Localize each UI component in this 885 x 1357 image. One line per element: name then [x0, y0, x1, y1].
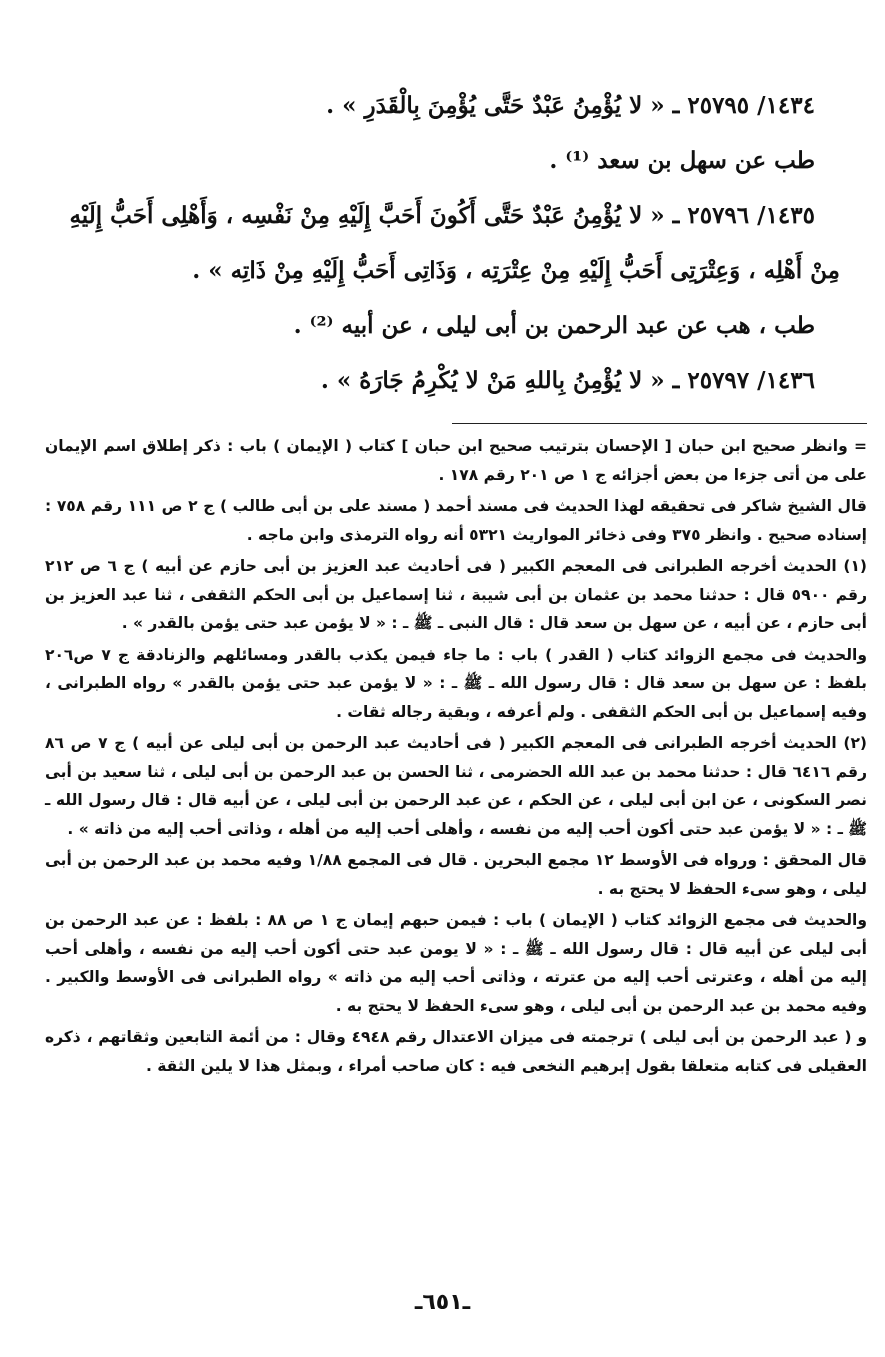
footnote-1-majma: والحديث فى مجمع الزوائد كتاب ( القدر ) باب : ما جاء فيمن يكذب بالقدر ومسائلهم والزنادقة ج ٧ ص٢٠٦ بلفظ : عن سهل بن سعد قال : قال رسول الله ـ ﷺ ـ : « لا يؤمن عبد حتى يؤمن بالقدر » رواه الطبرانى ، وفيه إسماعيل بن أبى الحكم الثقفى . ولم أعرفه ، وبقية رجاله ثقات . — [45, 645, 867, 721]
footnote-2-muhaqqiq: قال المحقق : ورواه فى الأوسط ١٢ مجمع البحرين . قال فى المجمع ١/٨٨ وفيه محمد بن عبد الرحمن بن أبى ليلى ، وهو سىء الحفظ لا يحتج به . — [45, 851, 868, 898]
footnote-shakir: قال الشيخ شاكر فى تحقيقه لهذا الحديث فى مسند أحمد ( مسند على بن أبى طالب ) ج ٢ ص ١١١ رقم ٧٥٨ : إسناده صحيح . وانظر ٣٧٥ وفى ذخائر المواريث ٥٣٢١ أنه رواه الترمذى وابن ماجه . — [45, 497, 867, 544]
footnote-continued: = وانظر صحيح ابن حبان [ الإحسان بترتيب صحيح ابن حبان ] كتاب ( الإيمان ) باب : ذكر إطلاق اسم الإيمان على من أتى جزءا من بعض أجزائه ج ١ ص ٢٠١ رقم ١٧٨ . — [45, 437, 867, 484]
footnote-divider — [452, 423, 867, 424]
footnotes — [45, 432, 867, 1083]
footnote-1: (١) الحديث أخرجه الطبرانى فى المعجم الكبير ( فى أحاديث عبد العزيز بن أبى حازم عن أبيه ) ج ٦ ص ٢١٢ رقم ٥٩٠٠ قال : حدثنا محمد بن عثمان بن أبى شيبة ، ثنا إسماعيل بن أبى الحكم الثقفى ، ثنا عبد العزيز بن أبى حازم ، عن أبيه ، عن سهل بن سعد قال : قال النبى ـ ﷺ ـ : « لا يؤمن عبد حتى يؤمن بالقدر » . — [45, 557, 868, 632]
page-number: ـ٦٥١ـ — [414, 1290, 471, 1315]
hadith-1435: ١٤٣٥/ ٢٥٧٩٦ ـ « لا يُؤْمِنُ عَبْدٌ حَتَّى أَكُونَ أَحَبَّ إِلَيْهِ مِنْ نَفْسِه ، وَأَهْلِى أَحَبُّ إِلَيْهِ — [69, 202, 815, 229]
hadith-1434: ١٤٣٤/ ٢٥٧٩٥ ـ « لا يُؤْمِنُ عَبْدٌ حَتَّى يُؤْمِنَ بِالْقَدَرِ » . — [326, 92, 815, 119]
main-text — [60, 78, 840, 408]
hadith-1435-continued: مِنْ أَهْلِه ، وَعِتْرَتِى أَحَبُّ إِلَيْهِ مِنْ عِتْرَتِه ، وَذَاتِى أَحَبُّ إِلَيْهِ مِنْ ذَاتِه » . — [192, 257, 840, 284]
footnote-2-majma: والحديث فى مجمع الزوائد كتاب ( الإيمان ) باب : فيمن حبهم إيمان ج ١ ص ٨٨ : بلفظ : عن عبد الرحمن بن أبى ليلى عن أبيه قال : قال رسول الله ـ ﷺ ـ : « لا يومن عبد حتى أكون أحب إليه من نفسه ، وأهلى أحب إليه من أهله ، وعترتى أحب إليه من عترته ، وذاتى أحب إليه من ذاته » رواه الطبرانى فى الأوسط والكبير . وفيه محمد بن عبد الرحمن بن أبى ليلى ، وهو سىء الحفظ لا يحتج به . — [45, 911, 868, 1015]
footnote-2-mizan: و ( عبد الرحمن بن أبى ليلى ) ترجمته فى ميزان الاعتدال رقم ٤٩٤٨ وقال : من أئمة التابعين وثقاتهم ، ذكره العقيلى فى كتابه متعلقا بقول إبرهيم النخعى فيه : كان صاحب أمراء ، وبمثل هذا لا يلين الثقة . — [45, 1028, 867, 1075]
hadith-1436: ١٤٣٦/ ٢٥٧٩٧ ـ « لا يُؤْمِنُ بِاللهِ مَنْ لا يُكْرِمُ جَارَهُ » . — [320, 367, 815, 394]
footnote-2: (٢) الحديث أخرجه الطبرانى فى المعجم الكبير ( فى أحاديث عبد الرحمن بن أبى ليلى عن أبيه ) ج ٧ ص ٨٦ رقم ٦٤١٦ قال : حدثنا محمد بن عبد الله الحضرمى ، ثنا الحسن بن عبد الرحمن بن أبى ليلى ، ثنا سعيد بن أبى نصر السكونى ، عن ابن أبى ليلى ، عن الحكم ، عن عبد الرحمن بن أبى ليلى ، عن أبيه قال : قال رسول الله ـ ﷺ ـ : « لا يؤمن عبد حتى أكون أحب إليه من نفسه ، وأهلى أحب إليه من أهله ، وذاتى أحب إليه من ذاته » . — [45, 734, 867, 838]
source-1434: طب عن سهل بن سعد ⁽¹⁾ . — [549, 147, 815, 174]
source-1435: طب ، هب عن عبد الرحمن بن أبى ليلى ، عن أبيه ⁽²⁾ . — [293, 312, 815, 339]
